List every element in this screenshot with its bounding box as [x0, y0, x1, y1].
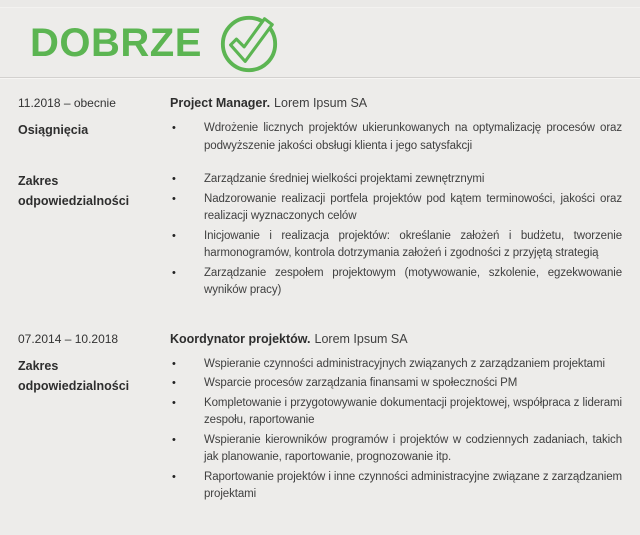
bullet-icon: •: [172, 122, 176, 134]
bullet-icon: •: [172, 192, 176, 205]
bullet-icon: •: [172, 396, 176, 409]
experience-entry-previous: [18, 331, 622, 504]
bullet-icon: •: [172, 266, 176, 279]
bullet-item: [170, 191, 622, 226]
bullet-text: Raportowanie projektów i inne czynności administracyjne związane z zarządzaniem projektami: [204, 470, 622, 500]
group-label-achievements: Osiągnięcia: [18, 123, 89, 137]
job-title: [170, 331, 622, 347]
group-label-responsibilities: Zakres odpowiedzialności: [18, 174, 130, 208]
achievements-group: [18, 120, 622, 155]
bullet-text: Inicjowanie i realizacja projektów: określanie założeń i budżetu, tworzenie harmonogramów, kontrola dotrzymania założeń i zgodności z przyjętą strategią: [204, 229, 622, 259]
responsibilities-group: [18, 171, 622, 300]
date-range: 11.2018 – obecnie: [18, 96, 116, 110]
bullet-text: Wsparcie procesów zarządzania finansami w społeczności PM: [204, 377, 518, 389]
company-name: Lorem Ipsum SA: [274, 96, 368, 110]
bullet-item: [170, 432, 622, 467]
bullet-list: [170, 356, 622, 504]
header: [0, 8, 640, 77]
company-name: Lorem Ipsum SA: [314, 331, 408, 346]
bullet-text: Zarządzanie średniej wielkości projektami zewnętrznymi: [204, 173, 485, 185]
top-edge-line: [0, 0, 640, 8]
job-title: [170, 95, 622, 111]
bullet-item: [170, 375, 622, 393]
check-circle-icon: [218, 12, 280, 74]
bullet-icon: •: [172, 357, 176, 370]
bullet-icon: •: [172, 470, 176, 483]
bullet-text: Zarządzanie zespołem projektowym (motywowanie, szkolenie, egzekwowanie wyników pracy): [204, 266, 622, 296]
job-title-role: Koordynator projektów.: [170, 331, 311, 346]
bullet-list: [170, 171, 622, 300]
cv-content: [0, 78, 640, 504]
bullet-list: [170, 120, 622, 155]
bullet-text: Wspieranie czynności administracyjnych związanych z zarządzaniem projektami: [204, 357, 605, 370]
job-title-role: Project Manager.: [170, 96, 271, 110]
bullet-item: [170, 469, 622, 504]
entry-head: [18, 331, 622, 347]
bullet-text: Wspieranie kierowników programów i projektów w codziennych zadaniach, takich jak planowanie, raportowanie, prognozowanie itp.: [204, 433, 622, 463]
bullet-text: Nadzorowanie realizacji portfela projektów pod kątem terminowości, jakości oraz realizacji wyznaczonych celów: [204, 192, 622, 222]
bullet-item: [170, 171, 622, 189]
bullet-text: Kompletowanie i przygotowywanie dokumentacji projektowej, współpraca z liderami zespołu, raportowanie: [204, 396, 622, 426]
bullet-icon: •: [172, 229, 176, 242]
bullet-item: [170, 228, 622, 263]
responsibilities-group: [18, 356, 622, 504]
bullet-item: [170, 356, 622, 374]
bullet-item: [170, 120, 622, 155]
bullet-item: [170, 395, 622, 430]
bullet-item: [170, 265, 622, 300]
group-label-responsibilities: Zakres odpowiedzialności: [18, 358, 130, 393]
bullet-icon: •: [172, 433, 176, 446]
bullet-icon: •: [172, 377, 176, 389]
page-title: DOBRZE: [30, 20, 202, 65]
entry-head: [18, 95, 622, 111]
experience-entry-current: [18, 95, 622, 300]
date-range: 07.2014 – 10.2018: [18, 331, 119, 346]
bullet-text: Wdrożenie licznych projektów ukierunkowanych na optymalizację procesów oraz podwyższenie jakości obsługi klienta i jego satysfakcji: [204, 122, 622, 152]
bullet-icon: •: [172, 173, 176, 185]
